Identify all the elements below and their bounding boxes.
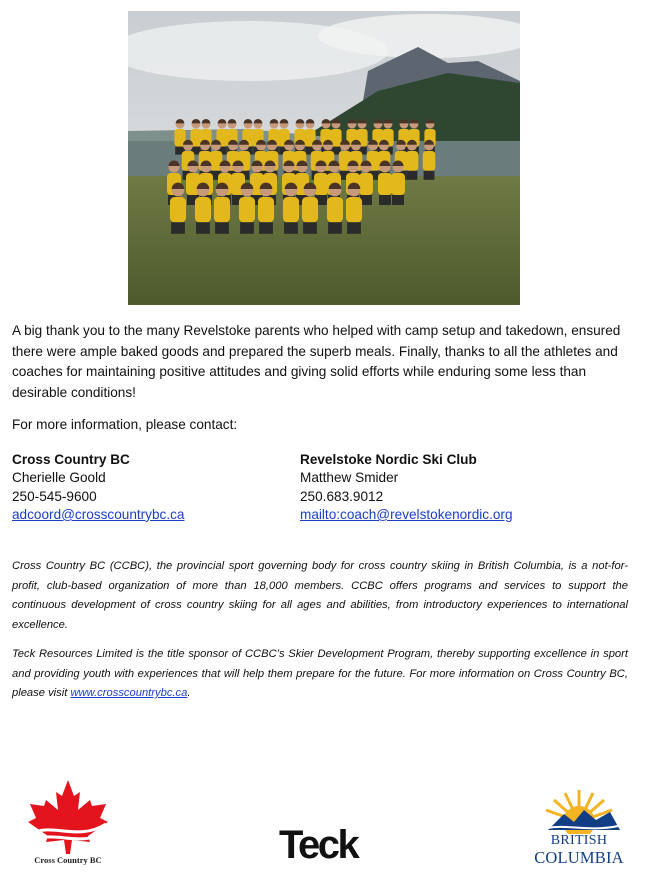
contact-revelstoke [300,451,513,524]
contact-ccbc [12,451,184,524]
contact-intro: For more information, please contact: [12,417,238,432]
about-ccbc-paragraph: Cross Country BC (CCBC), the provincial sport governing body for cross country skiing in British Columbia, is a not-for-profit, club-based organization of more than 18,000 members. CCBC offers programs and services to support the continuous development of cross country skiing for all ages and abilities, from introductory experiences to international excellence. [12,560,628,631]
contact-org: Revelstoke Nordic Ski Club [300,452,477,467]
website-link[interactable]: www.crosscountrybc.ca [70,687,188,699]
bc-logo-line2: COLUMBIA [534,848,624,867]
contact-email-link[interactable]: adcoord@crosscountrybc.ca [12,506,185,522]
contact-phone: 250-545-9600 [12,488,97,504]
contact-phone: 250.683.9012 [300,488,384,504]
sponsor-text: Teck Resources Limited is the title sponsor of CCBC’s Skier Development Program, thereby supporting excellence in sport and providing youth with experiences that will help them prepare for the future. For more information on Cross Country BC, please visit [12,648,628,699]
bc-logo-line1: BRITISH [550,833,608,848]
maple-leaf-icon [22,778,114,856]
british-columbia-logo [530,784,628,876]
sun-mountain-icon [530,784,628,834]
sponsor-paragraph [12,645,628,704]
ccbc-logo [22,778,114,870]
sponsor-text-end: . [187,687,191,699]
thanks-paragraph: A big thank you to the many Revelstoke parents who helped with camp setup and takedown, ensured there were ample baked goods and prepared the superb meals. Finally, thanks to all the athletes and coaches for maintaining positive attitudes and giving solid efforts while enduring some less than desirable conditions! [12,323,621,400]
ccbc-logo-caption: Cross Country BC [34,855,102,865]
contact-name: Cherielle Goold [12,470,106,486]
teck-logo: Teck [279,823,358,867]
contact-email-link[interactable]: mailto:coach@revelstokenordic.org [300,506,513,522]
contact-org: Cross Country BC [12,452,130,467]
group-photo [128,11,520,305]
contact-name: Matthew Smider [300,470,399,486]
